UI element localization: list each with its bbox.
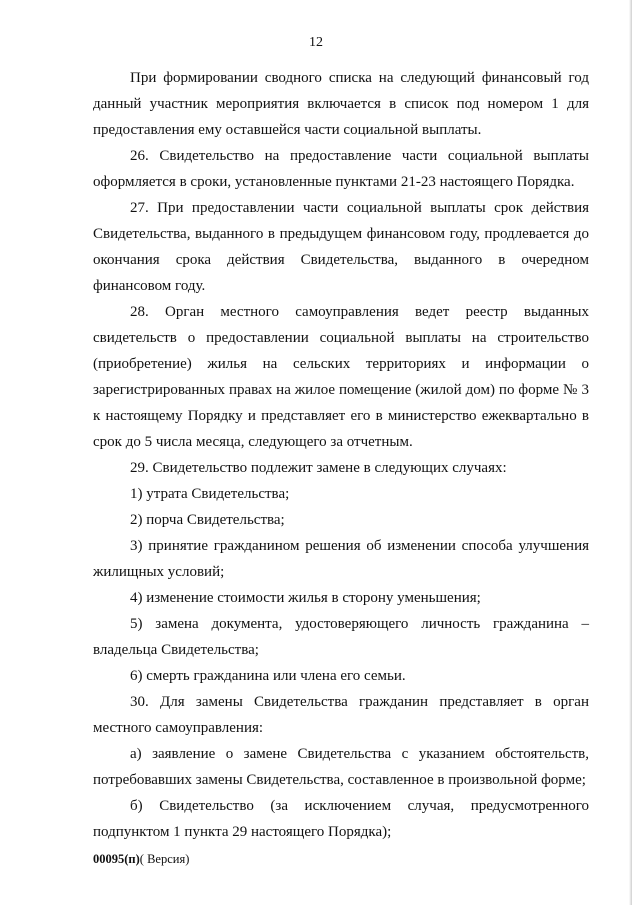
paragraph-30: 30. Для замены Свидетельства гражданин представляет в орган местного самоуправления: bbox=[93, 694, 589, 736]
paragraph-summary-list: При формировании сводного списка на следующий финансовый год данный участник мероприятия включается в список под номером 1 для предоставления ему оставшейся части социальной выплаты. bbox=[93, 70, 589, 138]
list-item-29-5: 5) замена документа, удостоверяющего личность гражданина – владельца Свидетельства; bbox=[93, 616, 589, 658]
list-item-30-b: б) Свидетельство (за исключением случая, предусмотренного подпунктом 1 пункта 29 настоящего Порядка); bbox=[93, 798, 589, 840]
document-body bbox=[93, 65, 589, 845]
paragraph-28: 28. Орган местного самоуправления ведет реестр выданных свидетельств о предоставлении социальной выплаты на строительство (приобретение) жилья на сельских территориях и информации о зарегистрированных правах на жилое помещение (жилой дом) по форме № 3 к настоящему Порядку и представляет его в министерство ежеквартально в срок до 5 числа месяца, следующего за отчетным. bbox=[93, 304, 589, 450]
footer-code bbox=[93, 852, 189, 867]
list-item-29-2: 2) порча Свидетельства; bbox=[130, 512, 285, 528]
list-item-29-1: 1) утрата Свидетельства; bbox=[130, 486, 290, 502]
list-item-29-4: 4) изменение стоимости жилья в сторону уменьшения; bbox=[130, 590, 481, 606]
list-item-29-3: 3) принятие гражданином решения об изменении способа улучшения жилищных условий; bbox=[93, 538, 589, 580]
paragraph-29: 29. Свидетельство подлежит замене в следующих случаях: bbox=[130, 460, 507, 476]
list-item-29-6: 6) смерть гражданина или члена его семьи. bbox=[130, 668, 406, 684]
footer-document-code: 00095(п) bbox=[93, 852, 140, 866]
list-item-30-a: а) заявление о замене Свидетельства с указанием обстоятельств, потребовавших замены Свидетельства, составленное в произвольной форме; bbox=[93, 746, 589, 788]
paragraph-27: 27. При предоставлении части социальной выплаты срок действия Свидетельства, выданного в предыдущем финансовом году, продлевается до окончания срока действия Свидетельства, выданного в очередном финансовом году. bbox=[93, 200, 589, 294]
footer-version: ( Версия) bbox=[139, 852, 190, 866]
page-number: 12 bbox=[309, 35, 323, 50]
paragraph-26: 26. Свидетельство на предоставление части социальной выплаты оформляется в сроки, установленные пунктами 21-23 настоящего Порядка. bbox=[93, 148, 589, 190]
